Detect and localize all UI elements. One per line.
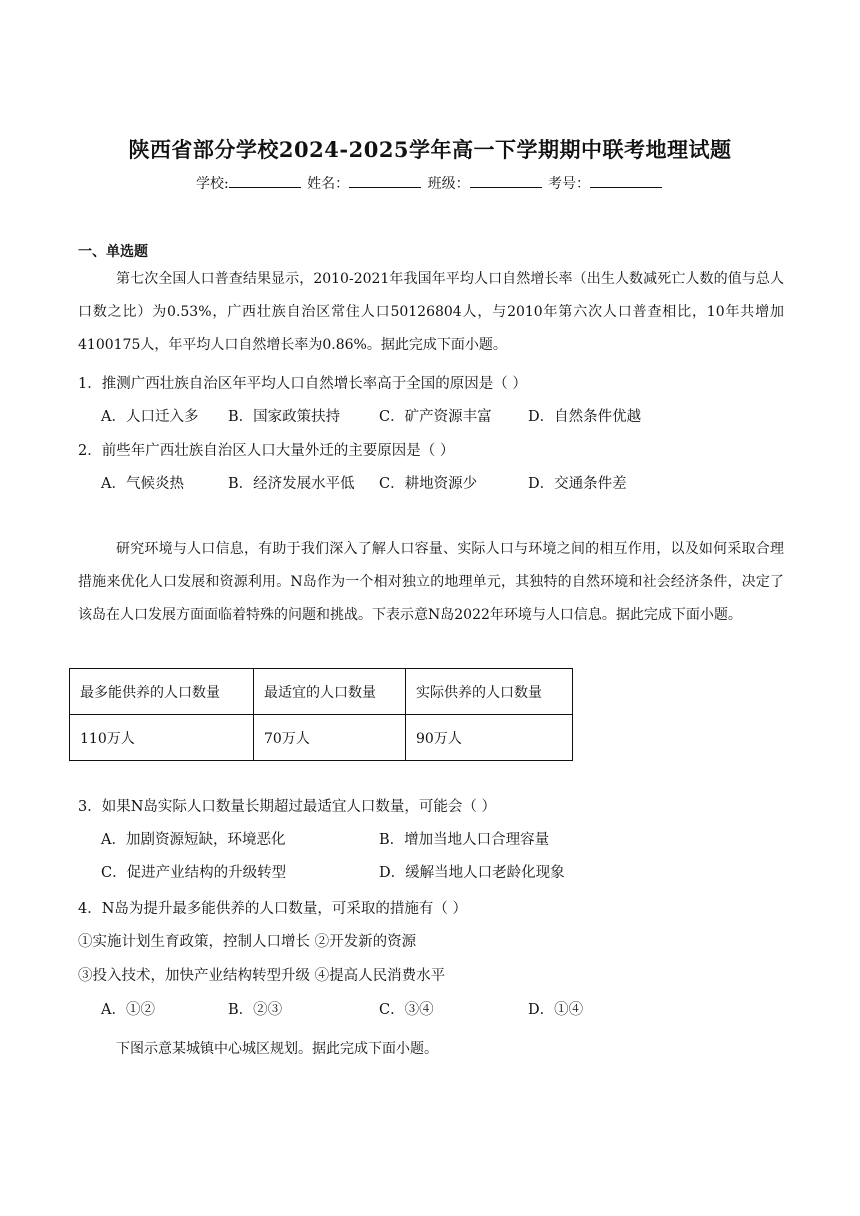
q2-option-b: B．经济发展水平低 — [228, 476, 355, 492]
passage-1: 第七次全国人口普查结果显示，2010-2021年我国年平均人口自然增长率（出生人数减死亡人数的值与总人口数之比）为0.53%，广西壮族自治区常住人口50126804人，与2010年第六次人口普查相比，10年共增加4100175人，年平均人口自然增长率为0.86%。据此完成下面小题。 — [78, 271, 784, 353]
exam-no-label: 考号： — [548, 176, 591, 192]
table-header-cell: 实际供养的人口数量 — [406, 669, 573, 715]
table-header-cell: 最适宜的人口数量 — [254, 669, 406, 715]
q3-option-a: A．加剧资源短缺，环境恶化 — [101, 832, 286, 848]
name-blank — [349, 175, 421, 188]
q4-option-b: B．②③ — [228, 1002, 283, 1018]
section-heading: 一、单选题 — [78, 244, 148, 260]
student-info-line — [0, 173, 860, 193]
question-4-stem: 4．N岛为提升最多能供养的人口数量，可采取的措施有（ ） — [78, 901, 468, 917]
population-table — [69, 668, 573, 761]
table-cell: 90万人 — [406, 715, 573, 761]
q1-option-c: C．矿产资源丰富 — [379, 409, 492, 425]
q1-option-b: B．国家政策扶持 — [228, 409, 341, 425]
question-3-stem: 3．如果N岛实际人口数量长期超过最适宜人口数量，可能会（ ） — [78, 799, 497, 815]
q4-option-c: C．③④ — [379, 1002, 434, 1018]
class-blank — [470, 175, 542, 188]
school-label: 学校: — [195, 176, 229, 192]
q1-option-a: A．人口迁入多 — [101, 409, 199, 425]
q4-statements-line-1: ①实施计划生育政策，控制人口增长 ②开发新的资源 — [78, 934, 417, 950]
question-2-stem: 2．前些年广西壮族自治区人口大量外迁的主要原因是（ ） — [78, 443, 455, 459]
exam-no-blank — [590, 175, 662, 188]
q4-option-d: D．①④ — [528, 1002, 584, 1018]
table-header-cell: 最多能供养的人口数量 — [70, 669, 254, 715]
page-title: 陕西省部分学校2024-2025学年高一下学期期中联考地理试题 — [128, 137, 732, 162]
q3-option-d: D．缓解当地人口老龄化现象 — [379, 865, 565, 881]
question-1-stem: 1．推测广西壮族自治区年平均人口自然增长率高于全国的原因是（ ） — [78, 376, 527, 392]
table-cell: 70万人 — [254, 715, 406, 761]
table-row — [70, 715, 573, 761]
q1-option-d: D．自然条件优越 — [528, 409, 642, 425]
passage-3: 下图示意某城镇中心城区规划。据此完成下面小题。 — [116, 1041, 438, 1057]
q2-option-d: D．交通条件差 — [528, 476, 627, 492]
q3-option-b: B．增加当地人口合理容量 — [379, 832, 550, 848]
q4-option-a: A．①② — [101, 1002, 155, 1018]
q2-option-a: A．气候炎热 — [101, 476, 184, 492]
passage-2: 研究环境与人口信息，有助于我们深入了解人口容量、实际人口与环境之间的相互作用，以及如何采取合理措施来优化人口发展和资源利用。N岛作为一个相对独立的地理单元，其独特的自然环境和社会经济条件，决定了该岛在人口发展方面面临着特殊的问题和挑战。下表示意N岛2022年环境与人口信息。据此完成下面小题。 — [78, 541, 784, 623]
q4-statements-line-2: ③投入技术，加快产业结构转型升级 ④提高人民消费水平 — [78, 968, 446, 984]
q3-option-c: C．促进产业结构的升级转型 — [101, 865, 287, 881]
table-row — [70, 669, 573, 715]
name-label: 姓名： — [307, 176, 350, 192]
school-blank — [229, 175, 301, 188]
table-cell: 110万人 — [70, 715, 254, 761]
class-label: 班级： — [427, 176, 470, 192]
q2-option-c: C．耕地资源少 — [379, 476, 478, 492]
